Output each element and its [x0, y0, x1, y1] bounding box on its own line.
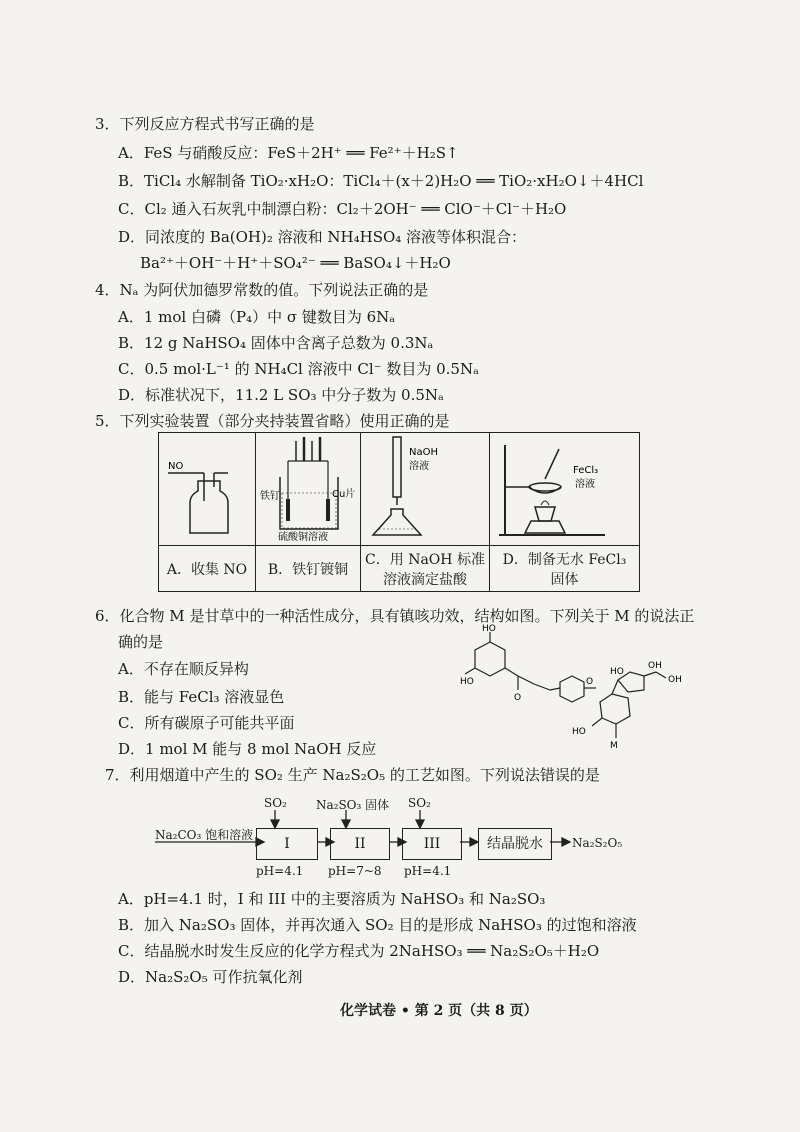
- q3-option-d: D．同浓度的 Ba(OH)₂ 溶液和 NH₄HSO₄ 溶液等体积混合：: [118, 228, 527, 246]
- apparatus-d-cell: [490, 433, 640, 546]
- q3-option-c: C．Cl₂ 通入石灰乳中制漂白粉：Cl₂＋2OH⁻ ══ ClO⁻＋Cl⁻＋H₂O: [118, 200, 567, 218]
- q6-option-b: B．能与 FeCl₃ 溶液显色: [118, 688, 285, 706]
- titration-diagram: [365, 435, 485, 539]
- struct-ho-3: HO: [610, 667, 624, 677]
- evaporation-diagram: [495, 435, 635, 539]
- flow-box-3: III: [402, 828, 462, 860]
- flow-na2so3-solid: Na₂SO₃ 固体: [316, 798, 390, 812]
- page-footer: 化学试卷 • 第 2 页（共 8 页）: [340, 1003, 538, 1019]
- q6-stem-line2: 确的是: [118, 633, 164, 651]
- apparatus-b-cell: [256, 433, 361, 546]
- struct-ho-1: HO: [482, 624, 496, 634]
- flow-so2-b: SO₂: [408, 796, 431, 810]
- apparatus-c-caption-line1: C．用 NaOH 标准: [365, 551, 485, 568]
- no-label: NO: [168, 461, 184, 472]
- q4-stem: 4．Nₐ 为阿伏加德罗常数的值。下列说法正确的是: [95, 281, 429, 299]
- gas-bottle-diagram: [162, 437, 252, 537]
- struct-o-ether: O: [586, 677, 594, 687]
- fecl3-label: FeCl₃: [572, 465, 598, 476]
- flow-box-2: II: [330, 828, 390, 860]
- struct-ho-4: HO: [572, 727, 586, 737]
- fecl3-solution-label: 溶液: [574, 479, 595, 490]
- struct-m-label: M: [610, 741, 618, 751]
- flow-feed-label: Na₂CO₃ 饱和溶液: [155, 828, 254, 842]
- struct-o-carbonyl: O: [514, 693, 522, 703]
- apparatus-c-caption: [361, 546, 490, 592]
- q4-option-d: D．标准状况下，11.2 L SO₃ 中分子数为 0.5Nₐ: [118, 386, 444, 404]
- q6-option-a: A．不存在顺反异构: [118, 660, 249, 678]
- flow-box-1: I: [256, 828, 318, 860]
- flow-ph-2: pH=7~8: [328, 864, 382, 878]
- naoh-label: NaOH: [409, 447, 438, 458]
- q3-stem: 3．下列反应方程式书写正确的是: [95, 115, 315, 133]
- apparatus-d-caption-line2: 固体: [550, 571, 579, 588]
- apparatus-a-cell: [159, 433, 256, 546]
- q5-apparatus-table: [158, 432, 640, 592]
- q4-option-a: A．1 mol 白磷（P₄）中 σ 键数目为 6Nₐ: [118, 308, 396, 326]
- apparatus-a-caption: A．收集 NO: [159, 546, 256, 592]
- q7-option-a: A．pH=4.1 时，I 和 III 中的主要溶质为 NaHSO₃ 和 Na₂SO₃: [118, 890, 546, 908]
- q5-stem: 5．下列实验装置（部分夹持装置省略）使用正确的是: [95, 412, 450, 430]
- cuso4-label: 硫酸铜溶液: [278, 532, 328, 541]
- naoh-solution-label: 溶液: [409, 461, 429, 472]
- q3-option-d-equation: Ba²⁺＋OH⁻＋H⁺＋SO₄²⁻ ══ BaSO₄↓＋H₂O: [140, 254, 451, 272]
- q7-option-d: D．Na₂S₂O₅ 可作抗氧化剂: [118, 968, 303, 986]
- apparatus-c-cell: [361, 433, 490, 546]
- flow-product: Na₂S₂O₅: [572, 836, 623, 850]
- q3-option-b: B．TiCl₄ 水解制备 TiO₂·xH₂O：TiCl₄＋(x＋2)H₂O ══ TiO₂·xH₂O↓＋4HCl: [118, 172, 644, 190]
- flow-box-4: 结晶脱水: [478, 828, 552, 860]
- q7-stem: 7．利用烟道中产生的 SO₂ 生产 Na₂S₂O₅ 的工艺如图。下列说法错误的是: [105, 766, 600, 784]
- apparatus-d-caption-line1: D．制备无水 FeCl₃: [502, 551, 627, 568]
- q7-option-c: C．结晶脱水时发生反应的化学方程式为 2NaHSO₃ ══ Na₂S₂O₅＋H₂O: [118, 942, 600, 960]
- q6-stem-line1: 6．化合物 M 是甘草中的一种活性成分，具有镇咳功效，结构如图。下列关于 M 的说法正: [95, 607, 695, 625]
- q6-option-d: D．1 mol M 能与 8 mol NaOH 反应: [118, 740, 377, 758]
- struct-oh-1: OH: [648, 661, 662, 671]
- compound-m-structure: [460, 622, 700, 752]
- apparatus-b-caption: B．铁钉镀铜: [256, 546, 361, 592]
- q7-option-b: B．加入 Na₂SO₃ 固体，并再次通入 SO₂ 目的是形成 NaHSO₃ 的过饱和溶液: [118, 916, 637, 934]
- flow-so2-a: SO₂: [264, 796, 287, 810]
- struct-ho-2: HO: [460, 677, 474, 687]
- electroplating-diagram: [258, 433, 358, 541]
- apparatus-c-caption-line2: 溶液滴定盐酸: [383, 571, 467, 588]
- q4-option-c: C．0.5 mol·L⁻¹ 的 NH₄Cl 溶液中 Cl⁻ 数目为 0.5Nₐ: [118, 360, 479, 378]
- q6-option-c: C．所有碳原子可能共平面: [118, 714, 295, 732]
- apparatus-d-caption: [490, 546, 640, 592]
- cu-sheet-label: Cu片: [332, 489, 356, 500]
- q4-option-b: B．12 g NaHSO₄ 固体中含离子总数为 0.3Nₐ: [118, 334, 434, 352]
- flow-ph-1: pH=4.1: [256, 864, 304, 878]
- iron-nail-label: 铁钉: [260, 491, 280, 502]
- q3-option-a: A．FeS 与硝酸反应：FeS＋2H⁺ ══ Fe²⁺＋H₂S↑: [118, 144, 459, 162]
- flow-ph-3: pH=4.1: [404, 864, 452, 878]
- struct-oh-2: OH: [668, 675, 682, 685]
